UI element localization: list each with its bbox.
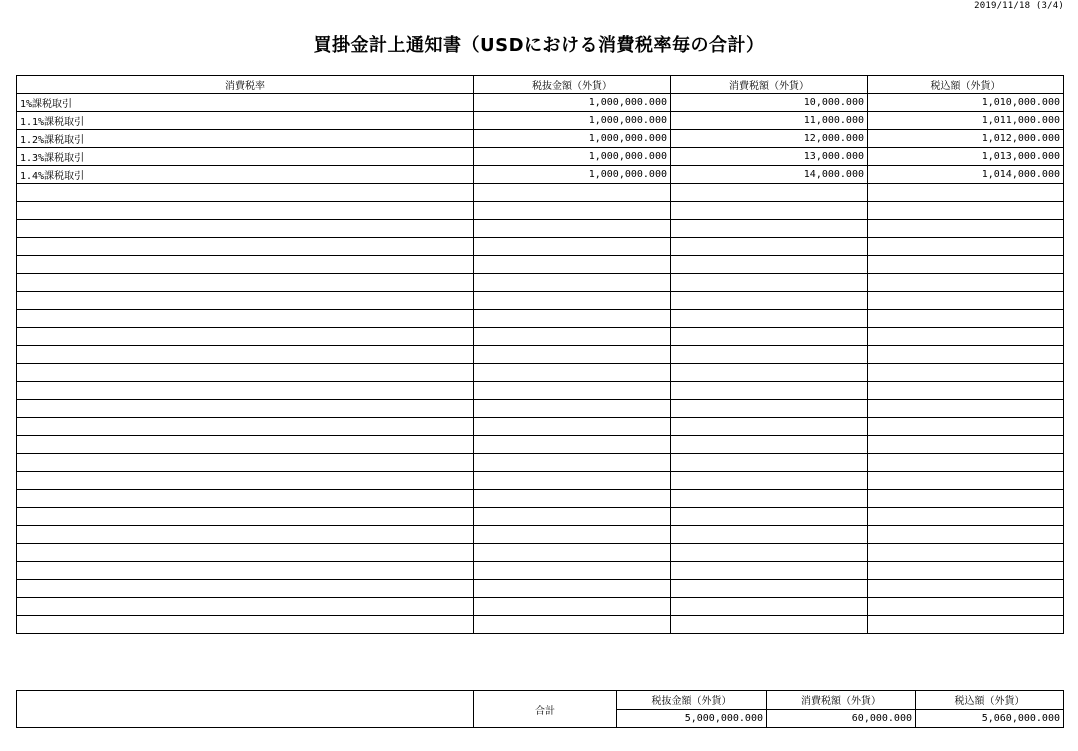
tax-amount-cell: [671, 364, 868, 382]
amount-excl-tax-cell: [474, 382, 671, 400]
amount-excl-tax-cell: [474, 490, 671, 508]
empty-table-row: [17, 382, 1064, 400]
empty-table-row: [17, 310, 1064, 328]
tax-rate-cell: [17, 202, 474, 220]
column-header-tax-amount: 消費税額（外貨）: [671, 76, 868, 94]
amount-incl-tax-cell: [868, 310, 1064, 328]
empty-table-row: [17, 490, 1064, 508]
amount-excl-tax-cell: [474, 454, 671, 472]
tax-rate-cell: 1.1%課税取引: [17, 112, 474, 130]
amount-excl-tax-cell: [474, 400, 671, 418]
amount-incl-tax-cell: [868, 292, 1064, 310]
empty-table-row: [17, 328, 1064, 346]
amount-incl-tax-cell: [868, 562, 1064, 580]
tax-amount-cell: [671, 508, 868, 526]
amount-incl-tax-cell: 1,014,000.000: [868, 166, 1064, 184]
amount-excl-tax-cell: [474, 508, 671, 526]
amount-incl-tax-cell: [868, 184, 1064, 202]
amount-excl-tax-cell: [474, 436, 671, 454]
tax-rate-cell: [17, 454, 474, 472]
table-header-row: [17, 76, 1064, 94]
empty-table-row: [17, 400, 1064, 418]
tax-amount-cell: [671, 382, 868, 400]
tax-rate-cell: [17, 616, 474, 634]
tax-rate-cell: [17, 184, 474, 202]
tax-rate-cell: [17, 562, 474, 580]
tax-amount-cell: [671, 580, 868, 598]
totals-header-amount-incl-tax: 税込額（外貨）: [916, 691, 1064, 710]
column-header-tax-rate: 消費税率: [17, 76, 474, 94]
column-header-amount-incl-tax: 税込額（外貨）: [868, 76, 1064, 94]
amount-incl-tax-cell: [868, 220, 1064, 238]
amount-excl-tax-cell: [474, 418, 671, 436]
table-row: [17, 166, 1064, 184]
empty-table-row: [17, 436, 1064, 454]
amount-excl-tax-cell: [474, 274, 671, 292]
tax-amount-cell: [671, 292, 868, 310]
empty-table-row: [17, 274, 1064, 292]
tax-amount-cell: [671, 346, 868, 364]
empty-table-row: [17, 580, 1064, 598]
amount-incl-tax-cell: [868, 454, 1064, 472]
amount-excl-tax-cell: [474, 562, 671, 580]
amount-excl-tax-cell: [474, 220, 671, 238]
tax-amount-cell: 10,000.000: [671, 94, 868, 112]
tax-amount-cell: [671, 220, 868, 238]
empty-table-row: [17, 616, 1064, 634]
empty-table-row: [17, 364, 1064, 382]
empty-table-row: [17, 544, 1064, 562]
tax-rate-cell: [17, 526, 474, 544]
total-amount-excl-tax: 5,000,000.000: [617, 709, 767, 728]
tax-rate-cell: [17, 328, 474, 346]
amount-excl-tax-cell: 1,000,000.000: [474, 112, 671, 130]
amount-incl-tax-cell: 1,012,000.000: [868, 130, 1064, 148]
tax-amount-cell: [671, 274, 868, 292]
tax-amount-cell: [671, 202, 868, 220]
tax-rate-cell: [17, 382, 474, 400]
tax-amount-cell: 14,000.000: [671, 166, 868, 184]
amount-excl-tax-cell: [474, 292, 671, 310]
table-row: [17, 94, 1064, 112]
empty-table-row: [17, 562, 1064, 580]
amount-incl-tax-cell: 1,010,000.000: [868, 94, 1064, 112]
tax-rate-cell: 1%課税取引: [17, 94, 474, 112]
amount-incl-tax-cell: [868, 526, 1064, 544]
tax-rate-cell: [17, 238, 474, 256]
totals-table: [16, 690, 1064, 728]
amount-excl-tax-cell: [474, 598, 671, 616]
totals-header-tax-amount: 消費税額（外貨）: [767, 691, 916, 710]
empty-table-row: [17, 256, 1064, 274]
tax-rate-cell: [17, 364, 474, 382]
tax-rate-cell: [17, 544, 474, 562]
empty-table-row: [17, 418, 1064, 436]
tax-rate-cell: 1.2%課税取引: [17, 130, 474, 148]
tax-rate-cell: [17, 490, 474, 508]
totals-blank-cell: [17, 691, 474, 728]
empty-table-row: [17, 526, 1064, 544]
amount-incl-tax-cell: [868, 364, 1064, 382]
empty-table-row: [17, 184, 1064, 202]
totals-label: 合計: [474, 691, 617, 728]
amount-excl-tax-cell: [474, 184, 671, 202]
tax-rate-cell: [17, 472, 474, 490]
amount-excl-tax-cell: [474, 616, 671, 634]
tax-rate-cell: [17, 580, 474, 598]
tax-rate-cell: 1.3%課税取引: [17, 148, 474, 166]
amount-excl-tax-cell: [474, 364, 671, 382]
tax-rate-cell: [17, 436, 474, 454]
amount-excl-tax-cell: [474, 310, 671, 328]
tax-rate-cell: 1.4%課税取引: [17, 166, 474, 184]
column-header-amount-excl-tax: 税抜金額（外貨）: [474, 76, 671, 94]
total-tax-amount: 60,000.000: [767, 709, 916, 728]
amount-incl-tax-cell: [868, 616, 1064, 634]
tax-amount-cell: [671, 310, 868, 328]
print-date: 2019/11/18 (3/4): [974, 1, 1064, 11]
amount-incl-tax-cell: [868, 238, 1064, 256]
amount-excl-tax-cell: 1,000,000.000: [474, 148, 671, 166]
amount-incl-tax-cell: 1,013,000.000: [868, 148, 1064, 166]
tax-amount-cell: 12,000.000: [671, 130, 868, 148]
tax-rate-cell: [17, 400, 474, 418]
amount-excl-tax-cell: [474, 544, 671, 562]
tax-rate-cell: [17, 508, 474, 526]
amount-incl-tax-cell: [868, 346, 1064, 364]
empty-table-row: [17, 220, 1064, 238]
table-row: [17, 148, 1064, 166]
tax-amount-cell: [671, 544, 868, 562]
tax-rate-cell: [17, 292, 474, 310]
tax-rate-cell: [17, 418, 474, 436]
table-row: [17, 112, 1064, 130]
tax-amount-cell: [671, 400, 868, 418]
amount-incl-tax-cell: [868, 400, 1064, 418]
tax-amount-cell: [671, 184, 868, 202]
empty-table-row: [17, 202, 1064, 220]
total-amount-incl-tax: 5,060,000.000: [916, 709, 1064, 728]
tax-rate-table: [16, 75, 1064, 634]
tax-amount-cell: [671, 328, 868, 346]
amount-excl-tax-cell: [474, 472, 671, 490]
amount-excl-tax-cell: 1,000,000.000: [474, 166, 671, 184]
tax-amount-cell: [671, 562, 868, 580]
tax-amount-cell: [671, 418, 868, 436]
amount-incl-tax-cell: [868, 382, 1064, 400]
tax-rate-cell: [17, 220, 474, 238]
tax-amount-cell: [671, 598, 868, 616]
tax-amount-cell: [671, 526, 868, 544]
tax-rate-cell: [17, 598, 474, 616]
amount-incl-tax-cell: [868, 418, 1064, 436]
tax-amount-cell: [671, 616, 868, 634]
amount-excl-tax-cell: [474, 328, 671, 346]
amount-excl-tax-cell: 1,000,000.000: [474, 94, 671, 112]
tax-rate-cell: [17, 274, 474, 292]
tax-amount-cell: [671, 454, 868, 472]
amount-incl-tax-cell: [868, 508, 1064, 526]
document-title: 買掛金計上通知書（USDにおける消費税率毎の合計）: [313, 35, 765, 56]
amount-incl-tax-cell: [868, 544, 1064, 562]
table-row: [17, 130, 1064, 148]
empty-table-row: [17, 454, 1064, 472]
amount-excl-tax-cell: [474, 202, 671, 220]
totals-header-amount-excl-tax: 税抜金額（外貨）: [617, 691, 767, 710]
tax-amount-cell: [671, 436, 868, 454]
empty-table-row: [17, 598, 1064, 616]
amount-incl-tax-cell: 1,011,000.000: [868, 112, 1064, 130]
tax-amount-cell: [671, 238, 868, 256]
tax-rate-cell: [17, 256, 474, 274]
empty-table-row: [17, 472, 1064, 490]
amount-excl-tax-cell: [474, 580, 671, 598]
empty-table-row: [17, 238, 1064, 256]
amount-incl-tax-cell: [868, 598, 1064, 616]
amount-excl-tax-cell: [474, 526, 671, 544]
amount-incl-tax-cell: [868, 490, 1064, 508]
amount-excl-tax-cell: [474, 346, 671, 364]
tax-amount-cell: [671, 490, 868, 508]
amount-incl-tax-cell: [868, 436, 1064, 454]
tax-rate-cell: [17, 346, 474, 364]
amount-incl-tax-cell: [868, 580, 1064, 598]
amount-incl-tax-cell: [868, 328, 1064, 346]
tax-amount-cell: [671, 472, 868, 490]
empty-table-row: [17, 292, 1064, 310]
amount-incl-tax-cell: [868, 256, 1064, 274]
tax-amount-cell: [671, 256, 868, 274]
amount-excl-tax-cell: [474, 238, 671, 256]
tax-amount-cell: 13,000.000: [671, 148, 868, 166]
amount-incl-tax-cell: [868, 274, 1064, 292]
tax-amount-cell: 11,000.000: [671, 112, 868, 130]
amount-incl-tax-cell: [868, 202, 1064, 220]
amount-excl-tax-cell: [474, 256, 671, 274]
tax-rate-cell: [17, 310, 474, 328]
empty-table-row: [17, 508, 1064, 526]
empty-table-row: [17, 346, 1064, 364]
amount-excl-tax-cell: 1,000,000.000: [474, 130, 671, 148]
amount-incl-tax-cell: [868, 472, 1064, 490]
